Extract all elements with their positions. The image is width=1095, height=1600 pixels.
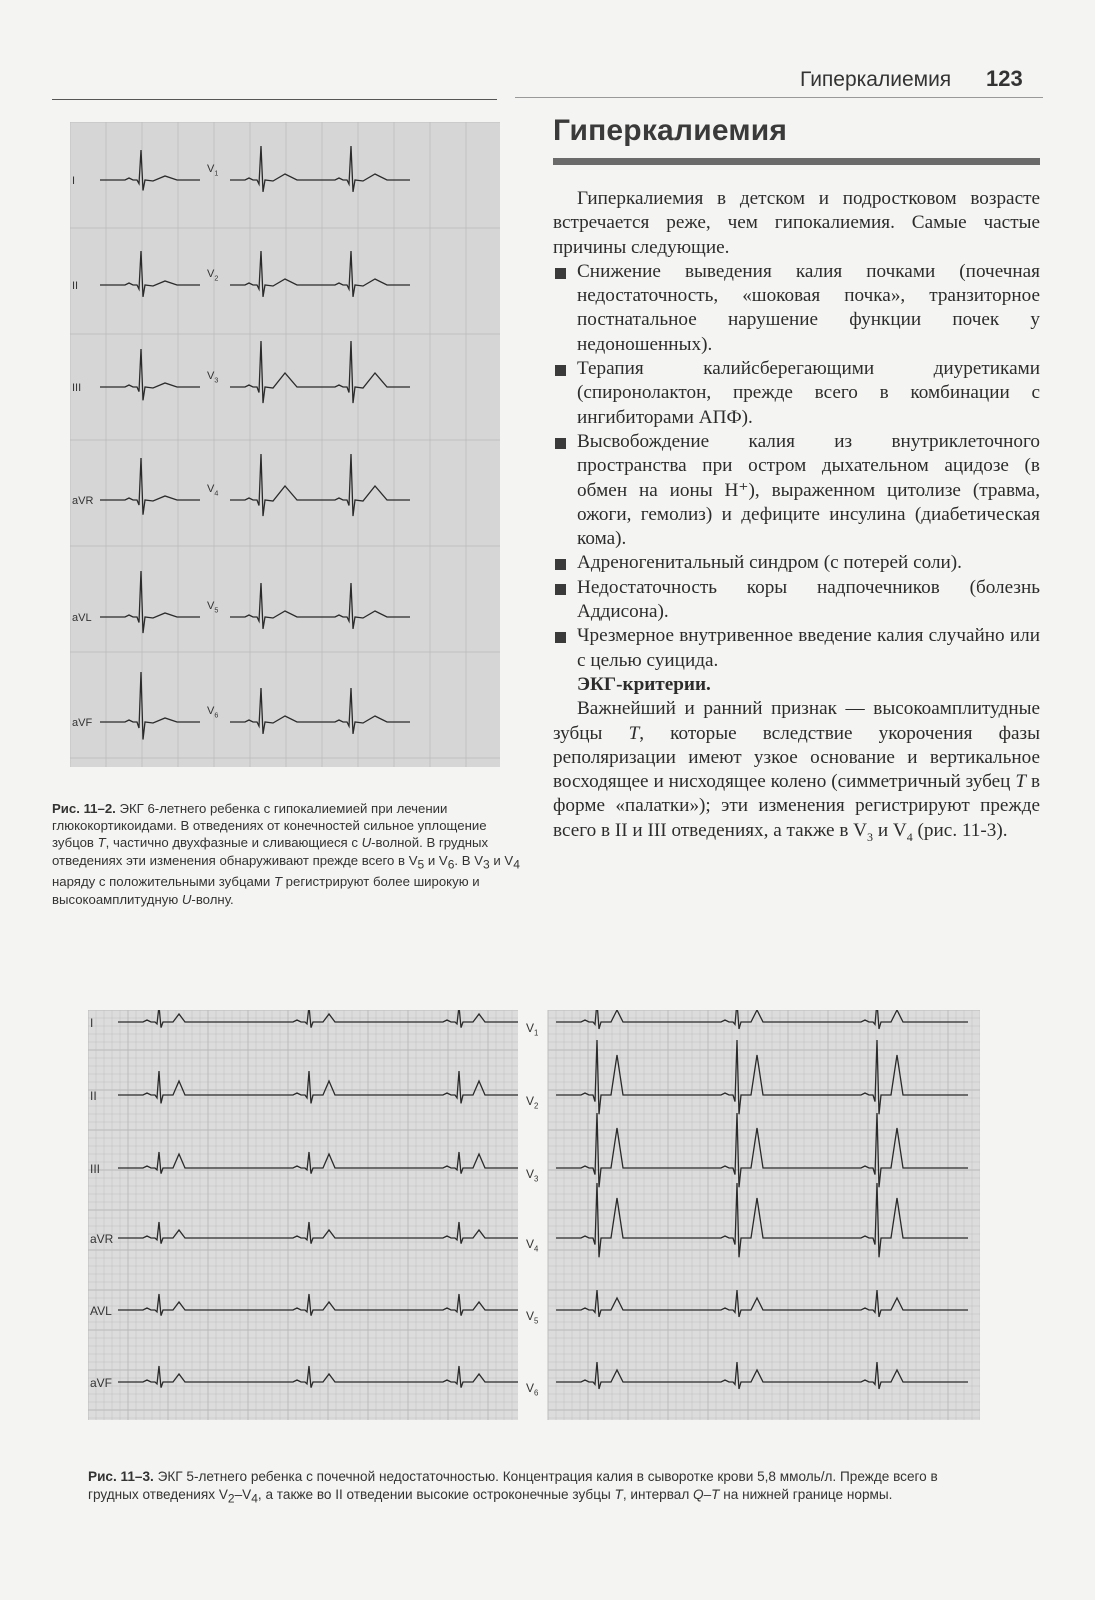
running-title: Гиперкалиемия [800,68,952,91]
lead-label: $V_5$ [207,600,219,615]
lead-label: I [90,1016,94,1030]
lead-label: $V_5$ [526,1309,539,1326]
list-item: Высвобождение калия из внутриклеточного пространства при остром дыхательном ацидозе (в обмен на ионы H⁺), выраженном цитолизе (травма, ожоги, гемолиз) и дефиците инсулина (диабетическая кома). [553,430,1040,551]
body-text [553,187,1040,849]
header-rule-left [52,99,497,100]
lead-label: III [72,382,82,394]
list-item: Адреногенитальный синдром (с потерей соли). [553,551,1040,575]
lead-label: $V_6$ [526,1381,539,1398]
list-item: Терапия калийсберегающими диуретиками (спиронолактон, прежде всего в комбинации с ингибиторами АПФ). [553,357,1040,430]
lead-label: II [90,1089,97,1103]
lead-label: $V_1$ [207,163,219,178]
lead-label: aVF [90,1376,113,1390]
ecg-background [70,122,500,767]
lead-label: III [90,1162,101,1176]
ecg-figure-11-2 [70,122,510,782]
lead-label: aVL [72,612,92,624]
criteria-heading: ЭКГ-критерии. [577,673,711,695]
lead-label: AVL [90,1304,112,1318]
ecg-background [88,1010,518,1420]
caption-label: Рис. 11–2. [52,801,116,816]
lead-label: $V_2$ [207,268,219,283]
causes-list [553,260,1040,673]
lead-label: $V_4$ [526,1237,539,1254]
lead-label: aVR [90,1232,114,1246]
bullet-icon [555,365,566,376]
bullet-icon [555,559,566,570]
section-title: Гиперкалиемия [553,114,788,147]
lead-label: $V_3$ [207,370,219,385]
list-item: Чрезмерное внутривенное введение калия случайно или с целью суицида. [553,624,1040,673]
list-item: Снижение выведения калия почками (почечная недостаточность, «шоковая почка», транзиторное постнатальное нарушение функции почек у недоношенных). [553,260,1040,357]
caption-label: Рис. 11–3. [88,1469,154,1484]
lead-label: $V_1$ [526,1021,539,1038]
lead-label: $V_2$ [526,1094,539,1111]
figure-11-3-caption: Рис. 11–3. ЭКГ 5-летнего ребенка с почечной недостаточностью. Концентрация калия в сыворотке крови 5,8 ммоль/л. Прежде всего в грудных отведениях $V_2-V_4$, а также во II отведении высокие остроконечные зубцы T, интервал Q–T на нижней границе нормы. [88,1469,938,1506]
figure-11-2-caption: Рис. 11–2. ЭКГ 6-летнего ребенка с гипокалиемией при лечении глюкокортикоидами. В отведениях от конечностей сильное уплощение зубцов T, частично двухфазные и сливающиеся с U-волной. В грудных отведениях эти изменения обнаруживают прежде всего в $V_5$ и $V_6$. В $V_3$ и $V_4$ наряду с положительными зубцами T регистрируют более широкую и высокоамплитудную U-волну. [52,801,520,907]
bullet-icon [555,438,566,449]
section-title-rule [553,158,1040,165]
header-rule-right [515,97,1043,98]
bullet-icon [555,268,566,279]
list-item: Недостаточность коры надпочечников (болезнь Аддисона). [553,576,1040,625]
lead-label: $V_6$ [207,705,219,720]
lead-label: II [72,280,79,292]
lead-label: $V_3$ [526,1167,539,1184]
intro-paragraph: Гиперкалиемия в детском и подростковом возрасте встречается реже, чем гипокалиемия. Самые частые причины следующие. [553,188,1040,258]
ecg-figure-11-3 [88,1010,980,1450]
lead-label: $V_4$ [207,483,219,498]
criteria-paragraph: Важнейший и ранний признак — высокоамплитудные зубцы T, которые вследствие укорочения фазы реполяризации имеют узкое основание и вертикальное восходящее и нисходящее колено (симметричный зубец T в форме «палатки»); эти изменения регистрируют прежде всего в II и III отведениях, а также в $V_3$ и $V_4$ (рис. 11-3). [553,698,1040,844]
lead-label: I [72,175,76,187]
bullet-icon [555,632,566,643]
bullet-icon [555,584,566,595]
lead-label: aVF [72,717,93,729]
page-number: 123 [986,66,1023,91]
lead-label: aVR [72,495,94,507]
